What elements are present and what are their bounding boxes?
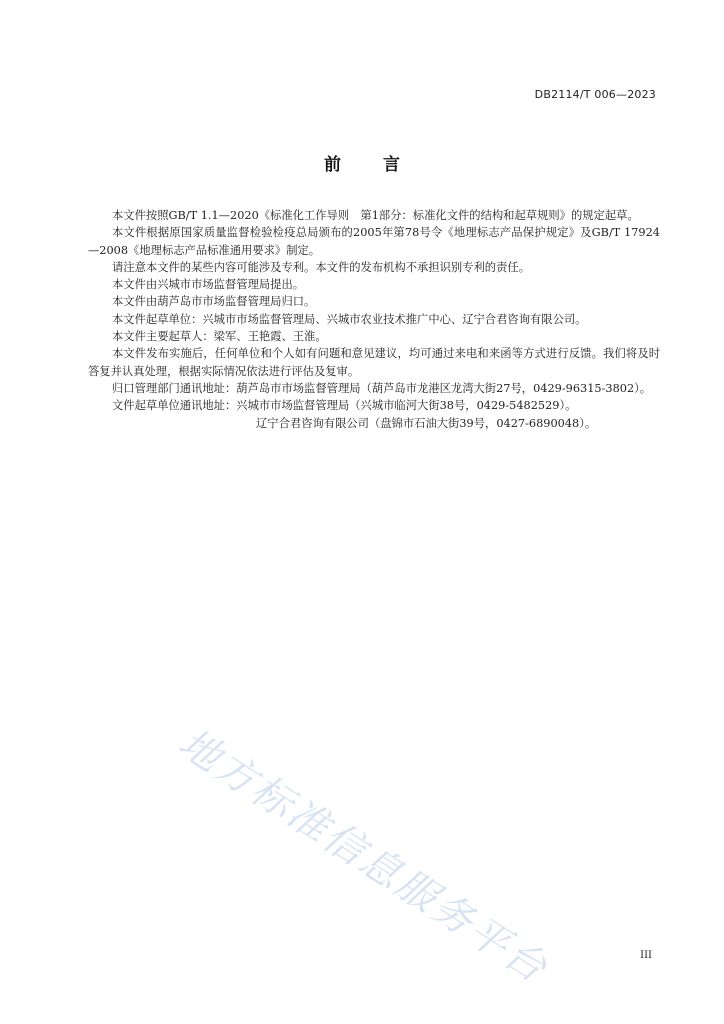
paragraph-proposer: 本文件由兴城市市场监督管理局提出。 — [112, 278, 305, 292]
page-number: III — [640, 950, 652, 961]
paragraph-drafting-rules: 本文件按照GB/T 1.1—2020《标准化工作导则 第1部分：标准化文件的结构和起草规则》的规定起草。 — [112, 209, 639, 222]
paragraph-patent-notice: 请注意本文件的某些内容可能涉及专利。本文件的发布机构不承担识别专利的责任。 — [112, 260, 530, 274]
paragraph-feedback: 本文件发布实施后，任何单位和个人如有问题和意见建议，均可通过来电和来函等方式进行反馈。我们将及时答复并认真处理，根据实际情况依法进行评估及复审。 — [88, 347, 660, 378]
paragraph-drafting-unit-address: 文件起草单位通讯地址：兴城市市场监督管理局（兴城市临河大街38号，0429-5482529）。 — [112, 399, 577, 413]
paragraph-authority-address: 归口管理部门通讯地址：葫芦岛市市场监督管理局（葫芦岛市龙港区龙湾大街27号，0429-96315-3802）。 — [112, 381, 652, 395]
paragraph-drafters: 本文件主要起草人：梁军、王艳霞、王淮。 — [112, 330, 327, 344]
paragraph-drafting-units: 本文件起草单位：兴城市市场监督管理局、兴城市农业技术推广中心、辽宁合君咨询有限公司。 — [112, 312, 587, 326]
document-code: DB2114/T 006—2023 — [534, 88, 656, 101]
paragraph-legal-basis: 本文件根据原国家质量监督检验检疫总局颁布的2005年第78号令《地理标志产品保护规定》及GB/T 17924—2008《地理标志产品标准通用要求》制定。 — [88, 226, 660, 257]
foreword-body — [88, 207, 660, 432]
watermark: 地方标准信息服务平台 — [170, 720, 557, 993]
paragraph-centralized-unit: 本文件由葫芦岛市市场监督管理局归口。 — [112, 295, 316, 309]
page-title: 前言 — [324, 155, 442, 175]
paragraph-drafting-unit-address-continued: 辽宁合君咨询有限公司（盘锦市石油大街39号，0427-6890048）。 — [256, 416, 597, 430]
